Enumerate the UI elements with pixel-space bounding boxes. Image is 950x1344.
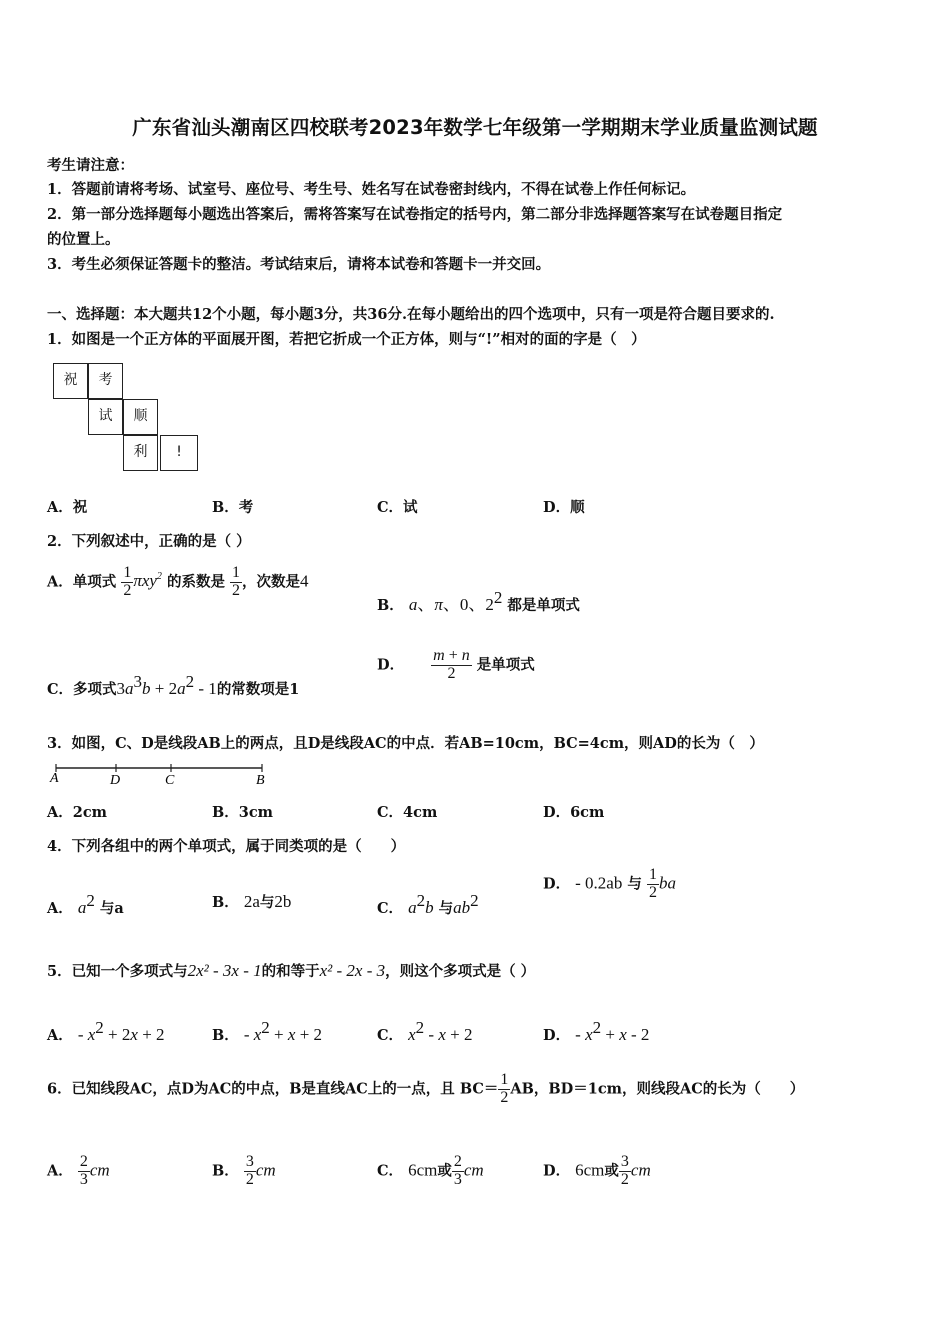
q2-option-a: A．单项式 $\frac{1}{2}$ πxy$^2$ 的系数是 $\frac{1}{2}$ ，次数是4 xyxy=(47,564,309,599)
q6-d-value: 6cm xyxy=(575,1160,605,1180)
q4-stem: 4．下列各组中的两个单项式，属于同类项的是（ ） xyxy=(47,838,406,855)
q5-stem-mid: 的和等于 xyxy=(261,963,320,980)
point-label: B xyxy=(256,773,265,788)
q3-option-b: B．3cm xyxy=(212,804,274,821)
q2-option-c: C．多项式$3a^3b + 2a^2 - 1$的常数项是1 xyxy=(47,672,300,698)
q6-stem-post: AB，BD＝1cm，则线段AC的长为（ ） xyxy=(510,1080,805,1098)
q2-a-mid: 的系数是 xyxy=(166,573,225,591)
fraction: $\frac{1}{2}$ xyxy=(500,1071,509,1106)
q2-a-suffix: ，次数是 xyxy=(242,573,301,591)
q4-option-c: C． $a^2b$ 与$ab^2$ xyxy=(377,891,479,917)
q6-d-or: 或 xyxy=(604,1162,619,1180)
q4-d-left: - 0.2ab xyxy=(575,873,623,893)
fraction: $\frac{3}{2}$ xyxy=(245,1153,254,1188)
q5-option-b: B． - $x^2 + x + 2$ xyxy=(212,1018,323,1044)
q5-b-label: B． xyxy=(212,1027,239,1044)
notice-item-1: 1．答题前请将考场、试室号、座位号、考生号、姓名写在试卷密封线内，不得在试卷上作任何标记。 xyxy=(47,181,696,198)
q3-option-d: D．6cm xyxy=(543,804,605,821)
q4-option-b xyxy=(212,891,291,912)
q2-d-suffix: 是单项式 xyxy=(476,656,535,674)
q4-b-label: B． xyxy=(212,894,239,911)
q2-c-suffix: 的常数项是1 xyxy=(216,681,300,698)
q4-b-right: 2b xyxy=(274,892,292,911)
q1-option-c: C．试 xyxy=(377,499,418,516)
notice-item-2: 2．第一部分选择题每小题选出答案后，需将答案写在试卷指定的括号内，第二部分非选择题答案写在试卷题目指定 xyxy=(47,206,783,223)
q4-c-label: C． xyxy=(377,900,404,917)
unit: cm xyxy=(630,1160,651,1180)
q4-c-with: 与 xyxy=(438,900,454,917)
unit: cm xyxy=(463,1160,484,1180)
unit: cm xyxy=(255,1160,276,1180)
q6-a-label: A． xyxy=(47,1162,73,1180)
q6-option-b xyxy=(212,1154,276,1189)
q1-option-b: B．考 xyxy=(212,499,254,516)
segment-diagram xyxy=(46,760,276,788)
point-label: A xyxy=(50,771,59,786)
q4-d-label: D． xyxy=(543,875,571,893)
q4-a-with: 与 xyxy=(99,900,115,917)
q1-stem: 1．如图是一个正方体的平面展开图，若把它折成一个正方体，则与“!”相对的面的字是（ ） xyxy=(47,331,646,348)
section-heading: 一、选择题：本大题共12个小题，每小题3分，共36分.在每小题给出的四个选项中，只有一项是符合题目要求的. xyxy=(47,306,775,323)
q4-b-with: 与 xyxy=(259,894,275,911)
q5-c-label: C． xyxy=(377,1027,404,1044)
q4-a-label: A． xyxy=(47,900,73,917)
q6-b-label: B． xyxy=(212,1162,239,1180)
q2-b-suffix: 都是单项式 xyxy=(507,597,580,614)
q5-d-label: D． xyxy=(543,1027,571,1044)
q2-option-b: B． a、π、0、$2^2$ 都是单项式 xyxy=(377,588,580,614)
q5-option-d: D． - $x^2 + x - 2$ xyxy=(543,1018,650,1044)
point-label: D xyxy=(110,773,121,788)
q1-option-a: A．祝 xyxy=(47,499,88,516)
q6-option-d xyxy=(543,1154,651,1189)
q5-a-label: A． xyxy=(47,1027,73,1044)
q2-c-prefix: C．多项式 xyxy=(47,681,117,698)
q2-option-d xyxy=(377,648,535,683)
notice-heading: 考生请注意： xyxy=(47,157,134,174)
q5-expr-1: 2x² - 3x - 1 xyxy=(187,961,262,980)
net-cell: ! xyxy=(160,435,198,471)
point-label: C xyxy=(165,773,175,788)
unit: cm xyxy=(89,1160,110,1180)
fraction: $\frac{1}{2}$ xyxy=(123,564,132,599)
net-cell: 祝 xyxy=(53,363,88,399)
q3-option-c: C．4cm xyxy=(377,804,438,821)
q6-c-or: 或 xyxy=(437,1162,452,1180)
notice-item-2-cont: 的位置上。 xyxy=(47,231,120,248)
q2-a-degree: 4 xyxy=(300,571,309,591)
q4-option-d: D． - 0.2ab 与 $\frac{1}{2}$ ba xyxy=(543,866,676,901)
fraction: $\frac{m + n}{2}$ xyxy=(433,647,470,682)
fraction: $\frac{1}{2}$ xyxy=(232,564,241,599)
q1-option-d: D．顺 xyxy=(543,499,585,516)
q5-stem-pre: 5．已知一个多项式与 xyxy=(47,963,188,980)
q2-d-prefix: D． xyxy=(377,656,405,674)
q6-option-a xyxy=(47,1154,110,1189)
net-cell: 考 xyxy=(88,363,123,399)
q6-c-value: 6cm xyxy=(408,1160,438,1180)
q2-stem: 2．下列叙述中，正确的是（ ） xyxy=(47,533,251,550)
net-cell: 利 xyxy=(123,435,158,471)
q5-option-c: C． $x^2 - x + 2$ xyxy=(377,1018,473,1044)
net-cell: 顺 xyxy=(123,399,158,435)
q6-stem-pre: 6．已知线段AC，点D为AC的中点，B是直线AC上的一点，且 BC＝ xyxy=(47,1080,499,1098)
fraction: $\frac{2}{3}$ xyxy=(79,1153,88,1188)
q4-option-a: A． $a^2$ 与a xyxy=(47,891,124,917)
q6-option-c xyxy=(377,1154,484,1189)
page-title: 广东省汕头潮南区四校联考2023年数学七年级第一学期期末学业质量监测试题 xyxy=(132,116,818,139)
q4-a-right: a xyxy=(114,900,124,917)
fraction: $\frac{3}{2}$ xyxy=(620,1153,629,1188)
q5-expr-2: x² - 2x - 3 xyxy=(319,961,386,980)
q2-b-prefix: B． xyxy=(377,597,404,614)
q4-d-with: 与 xyxy=(627,875,642,893)
q6-stem xyxy=(47,1072,804,1107)
q3-option-a: A．2cm xyxy=(47,804,108,821)
net-cell: 试 xyxy=(88,399,123,435)
q6-c-label: C． xyxy=(377,1162,404,1180)
q5-stem xyxy=(47,960,535,981)
notice-item-3: 3．考生必须保证答题卡的整洁。考试结束后，请将本试卷和答题卡一并交回。 xyxy=(47,256,551,273)
q3-stem: 3．如图，C、D是线段AB上的两点，且D是线段AC的中点．若AB=10cm，BC=4cm，则AD的长为（ ） xyxy=(47,735,764,752)
fraction: $\frac{1}{2}$ xyxy=(648,866,657,901)
q6-d-label: D． xyxy=(543,1162,571,1180)
q4-b-left: 2a xyxy=(243,892,260,911)
fraction: $\frac{2}{3}$ xyxy=(453,1153,462,1188)
q5-option-a: A． - $x^2 + 2x + 2$ xyxy=(47,1018,165,1044)
q2-a-prefix: A．单项式 xyxy=(47,573,117,591)
q5-stem-post: ，则这个多项式是（ ） xyxy=(385,963,536,980)
